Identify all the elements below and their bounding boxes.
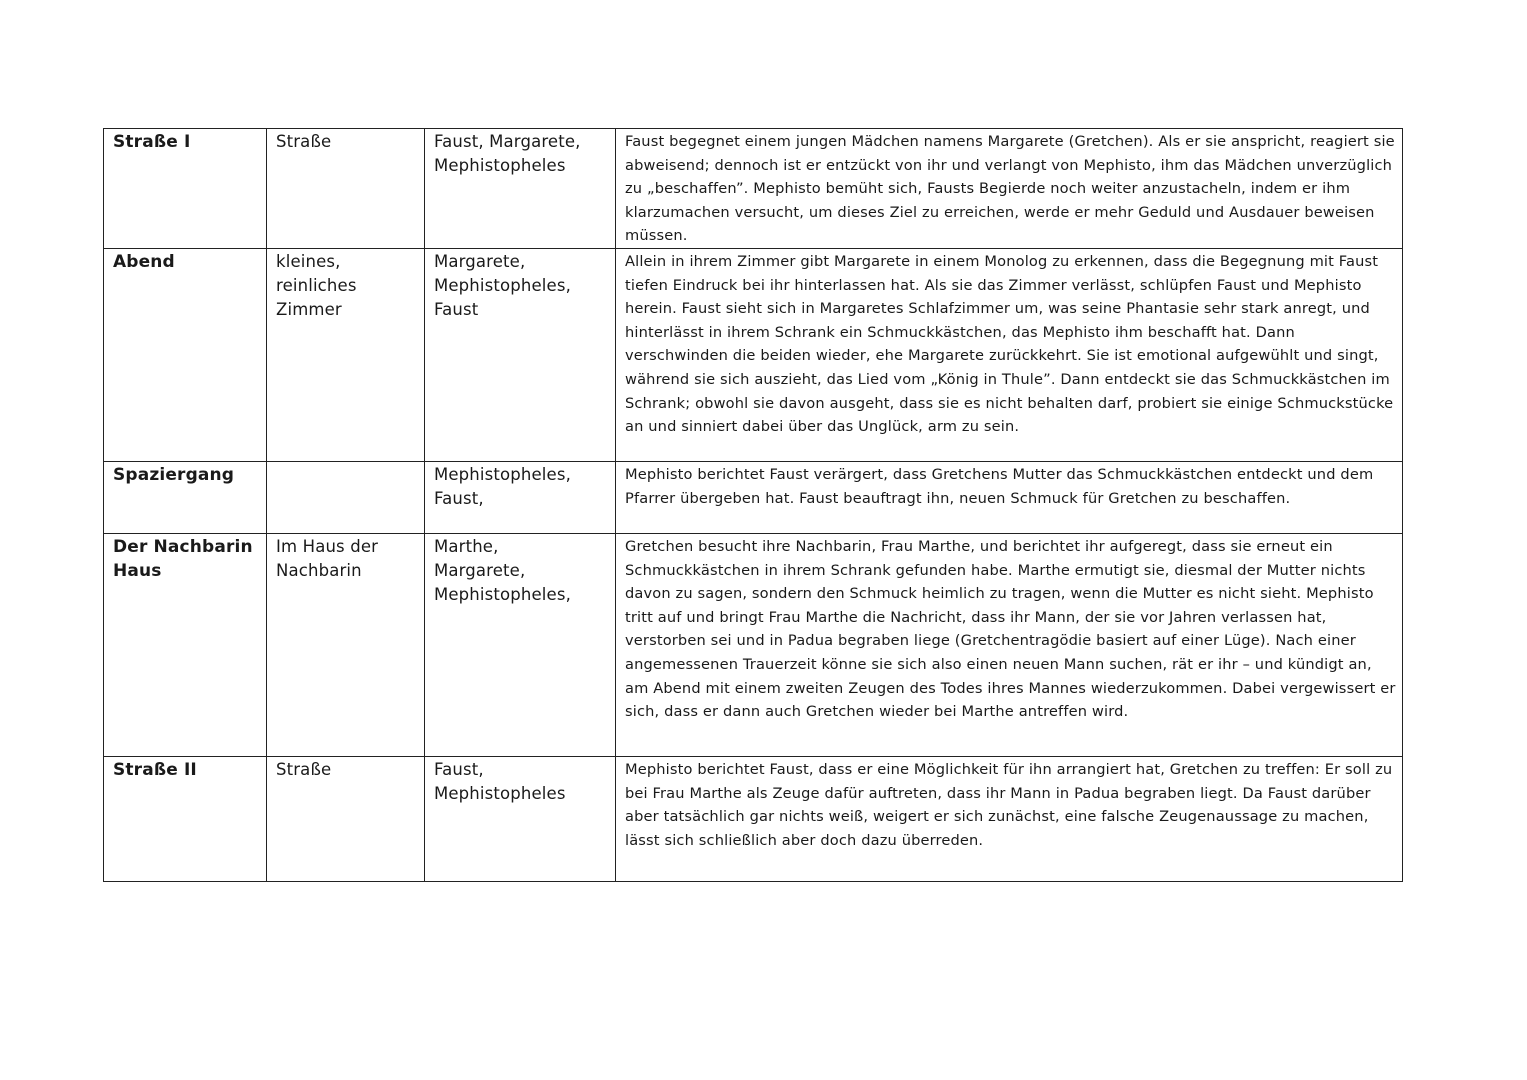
place-cell xyxy=(267,533,425,756)
scene-title: Abend xyxy=(113,251,175,272)
scene-summary: Allein in ihrem Zimmer gibt Margarete in einem Monolog zu erkennen, dass die Begegnung mit Faust tiefen Eindruck bei ihr hinterlassen hat. Als sie das Zimmer verlässt, schlüpfen Faust und Mephisto herein. Faust sieht sich in Margaretes Schlafzimmer um, was seine Phantasie sehr stark anregt, und hinterlässt in ihrem Schrank ein Schmuckkästchen, das Mephisto ihm beschafft hat. Dann verschwinden die beiden wieder, ehe Margarete zurückkehrt. Sie ist emotional aufgewühlt und singt, während sie sich auszieht, das Lied vom „König in Thule”. Dann entdeckt sie das Schmuckkästchen im Schrank; obwohl sie davon ausgeht, dass sie es nicht behalten darf, probiert sie einige Schmuckstücke an und sinniert dabei über das Unglück, arm zu sein. xyxy=(625,252,1394,436)
table-row xyxy=(104,533,1403,756)
scene-characters: Mephistopheles, Faust, xyxy=(434,464,571,509)
table-row xyxy=(104,461,1403,533)
scene-summary: Mephisto berichtet Faust, dass er eine Möglichkeit für ihn arrangiert hat, Gretchen zu treffen: Er soll zu bei Frau Marthe als Zeuge dafür auftreten, dass ihr Mann in Padua begraben liegt. Da Faust darüber aber tatsächlich gar nichts weiß, weigert er sich zunächst, eine falsche Zeugenaussage zu machen, lässt sich schließlich aber doch dazu überreden. xyxy=(625,760,1393,849)
scene-characters: Marthe, Margarete, Mephistopheles, xyxy=(434,536,571,605)
scene-characters: Faust, Mephistopheles xyxy=(434,759,566,804)
scene-overview-table xyxy=(103,128,1403,882)
scene-place: kleines, reinliches Zimmer xyxy=(276,251,357,320)
scene-summary: Faust begegnet einem jungen Mädchen namens Margarete (Gretchen). Als er sie anspricht, reagiert sie abweisend; dennoch ist er entzückt von ihr und verlangt von Mephisto, ihm das Mädchen unverzüglich zu „beschaffen”. Mephisto bemüht sich, Fausts Begierde noch weiter anzustacheln, indem er ihm klarzumachen versucht, um dieses Ziel zu erreichen, werde er mehr Geduld und Ausdauer beweisen müssen. xyxy=(625,133,1395,245)
characters-cell xyxy=(425,756,616,881)
table-row xyxy=(104,756,1403,881)
table-row xyxy=(104,129,1403,249)
scene-cell xyxy=(104,248,267,461)
summary-cell xyxy=(616,461,1403,533)
scene-title: Spaziergang xyxy=(113,464,235,485)
place-cell xyxy=(267,461,425,533)
summary-cell xyxy=(616,248,1403,461)
scene-title: Straße I xyxy=(113,132,191,152)
characters-cell xyxy=(425,129,616,249)
scene-cell xyxy=(104,461,267,533)
scene-characters: Faust, Margarete, Mephistopheles xyxy=(434,132,581,176)
characters-cell xyxy=(425,248,616,461)
scene-place: Im Haus der Nachbarin xyxy=(276,536,379,581)
scene-characters: Margarete, Mephistopheles, Faust xyxy=(434,251,571,320)
scene-cell xyxy=(104,756,267,881)
place-cell xyxy=(267,756,425,881)
summary-cell xyxy=(616,129,1403,249)
scene-place: Straße xyxy=(276,132,332,151)
characters-cell xyxy=(425,461,616,533)
characters-cell xyxy=(425,533,616,756)
scene-title: Der Nachbarin Haus xyxy=(113,536,253,582)
summary-cell xyxy=(616,756,1403,881)
place-cell xyxy=(267,248,425,461)
table-row xyxy=(104,248,1403,461)
summary-cell xyxy=(616,533,1403,756)
scene-cell xyxy=(104,129,267,249)
scene-cell xyxy=(104,533,267,756)
place-cell xyxy=(267,129,425,249)
scene-place: Straße xyxy=(276,759,332,779)
scene-title: Straße II xyxy=(113,759,197,780)
scene-summary: Mephisto berichtet Faust verärgert, dass Gretchens Mutter das Schmuckkästchen entdeckt und dem Pfarrer übergeben hat. Faust beauftragt ihn, neuen Schmuck für Gretchen zu beschaffen. xyxy=(625,465,1374,507)
scene-summary: Gretchen besucht ihre Nachbarin, Frau Marthe, und berichtet ihr aufgeregt, dass sie erneut ein Schmuckkästchen in ihrem Schrank gefunden habe. Marthe ermutigt sie, diesmal der Mutter nichts davon zu sagen, sondern den Schmuck heimlich zu tragen, wenn die Mutter es nicht sieht. Mephisto tritt auf und bringt Frau Marthe die Nachricht, dass ihr Mann, der sie vor Jahren verlassen hat, verstorben sei und in Padua begraben liege (Gretchentragödie basiert auf einer Lüge). Nach einer angemessenen Trauerzeit könne sie sich also einen neuen Mann suchen, rät er ihr – und kündigt an, am Abend mit einem zweiten Zeugen des Todes ihres Mannes wiederzukommen. Dabei vergewissert er sich, dass er dann auch Gretchen wieder bei Marthe antreffen wird. xyxy=(625,537,1396,721)
